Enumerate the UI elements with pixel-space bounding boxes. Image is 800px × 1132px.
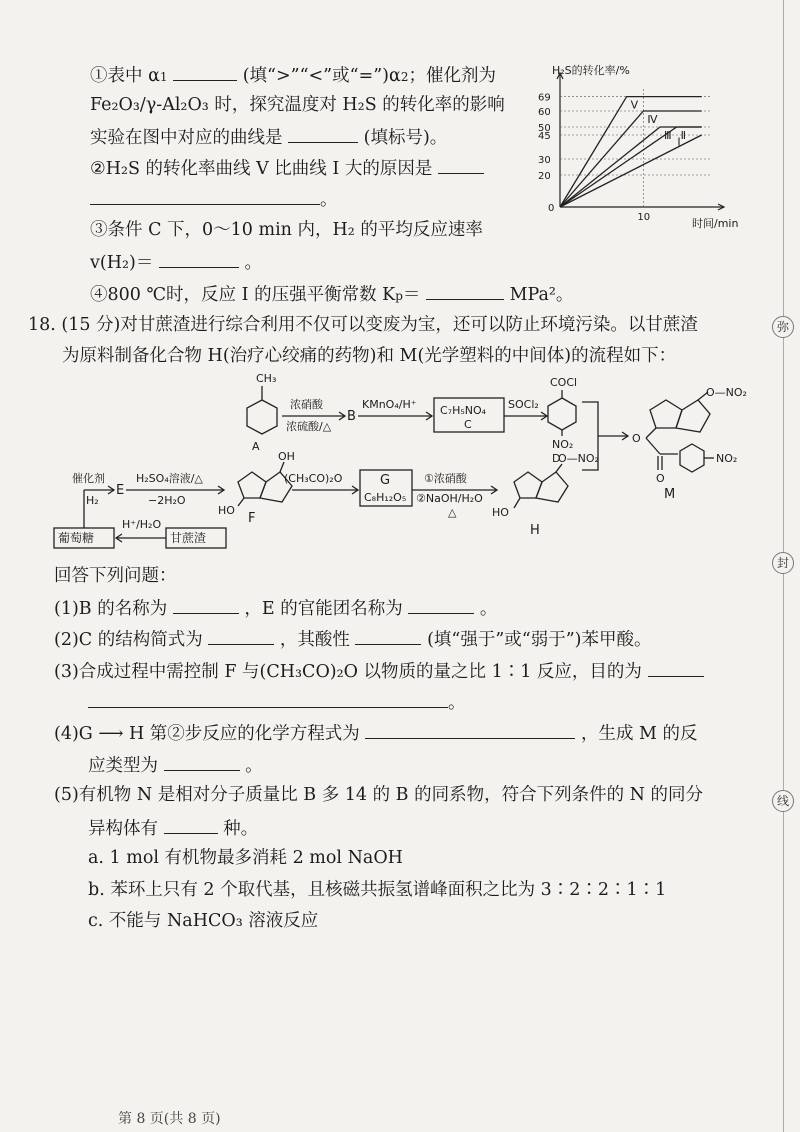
margin-mark-xian: 线 <box>772 790 794 812</box>
m-ester-o: O <box>632 432 641 445</box>
y-axis-label: H₂S的转化率/% <box>552 64 630 77</box>
answer-blank[interactable] <box>159 249 239 268</box>
benzene-ring-d <box>548 398 576 430</box>
y-tick-label: 45 <box>538 131 551 142</box>
q18-part2: (2)C 的结构简式为 ，其酸性 (填“强于”或“弱于”)苯甲酸。 <box>54 626 652 652</box>
origin-label: 0 <box>548 203 555 214</box>
answer-blank[interactable] <box>288 124 358 143</box>
answer-blank[interactable] <box>648 658 704 677</box>
q18-part4-cont: 应类型为 。 <box>88 752 263 778</box>
label-a: A <box>252 440 260 453</box>
m-ono2: O—NO₂ <box>706 386 747 399</box>
answer-intro: 回答下列问题： <box>54 566 177 586</box>
answer-blank[interactable] <box>426 281 504 300</box>
reagent-e-top: H₂SO₄溶液/△ <box>136 472 203 485</box>
reagent-h2: H₂ <box>86 494 99 507</box>
q17-line3: 实验在图中对应的曲线是 (填标号)。 <box>90 124 447 150</box>
d-cocl: COCl <box>550 376 578 389</box>
reagent-hydrolysis: H⁺/H₂O <box>122 518 162 531</box>
reagent-catalyst: 催化剂 <box>72 472 105 485</box>
series-label: Ⅳ <box>647 113 658 126</box>
reagent-e-bottom: −2H₂O <box>148 494 186 507</box>
y-tick-label: 30 <box>538 155 551 166</box>
q18-part5: (5)有机物 N 是相对分子质量比 B 多 14 的 B 的同系物，符合下列条件的 N 的同分 <box>54 785 704 805</box>
answer-blank[interactable] <box>355 626 421 645</box>
label-m: M <box>664 487 676 502</box>
bagasse-label: 甘蔗渣 <box>170 531 207 545</box>
answer-blank[interactable] <box>164 752 240 771</box>
m-benzene <box>680 444 704 472</box>
condition-b: b. 苯环上只有 2 个取代基，且核磁共振氢谱峰面积之比为 3∶2∶2∶1∶1 <box>88 880 667 900</box>
q17-line1: ①表中 α1 (填“>”“<”或“=”)α2；催化剂为 <box>90 62 496 89</box>
q18-intro-2: 为原料制备化合物 H(治疗心绞痛的药物)和 M(光学塑料的中间体)的流程如下： <box>62 346 677 366</box>
f-ho: HO <box>218 504 235 517</box>
reagent-anhydride: (CH₃CO)₂O <box>284 472 343 485</box>
conversion-chart <box>520 62 760 237</box>
label-e: E <box>116 483 125 498</box>
series-label: Ⅲ <box>664 129 672 142</box>
h-ring-2 <box>536 472 568 502</box>
reagent-3-top: SOCl₂ <box>508 398 539 411</box>
y-tick-label: 50 <box>538 123 551 134</box>
series-label: Ⅰ <box>677 135 681 149</box>
reagent-g-3: △ <box>448 506 457 519</box>
q18-intro-1: 18. (15 分)对甘蔗渣进行综合利用不仅可以变废为宝，还可以防止环境污染。以甘蔗渣 <box>28 315 698 335</box>
reagent-1-top: 浓硝酸 <box>290 398 323 411</box>
page-footer: 第 8 页(共 8 页) <box>118 1111 221 1127</box>
label-g: G <box>380 473 391 488</box>
q17-line8: ④800 ℃时，反应 Ⅰ 的压强平衡常数 Kp＝ MPa²。 <box>90 281 573 308</box>
q18-part3: (3)合成过程中需控制 F 与(CH₃CO)₂O 以物质的量之比 1∶1 反应，目的为 <box>54 658 704 684</box>
label-h: H <box>530 523 540 538</box>
q17-line5: 。 <box>90 186 338 212</box>
q18-part1: (1)B 的名称为 ，E 的官能团名称为 。 <box>54 595 497 621</box>
m-ring-2 <box>676 400 710 432</box>
q17-line7: v(H₂)＝ 。 <box>90 249 262 275</box>
condition-c: c. 不能与 NaHCO₃ 溶液反应 <box>88 911 319 931</box>
m-no2: NO₂ <box>716 452 738 465</box>
answer-blank[interactable] <box>365 720 575 739</box>
answer-blank[interactable] <box>173 595 239 614</box>
m-carbonyl-o: O <box>656 472 665 485</box>
series-label: Ⅱ <box>680 129 687 142</box>
y-tick-label: 20 <box>538 171 551 182</box>
answer-blank[interactable] <box>173 62 237 81</box>
q17-line4: ②H₂S 的转化率曲线 V 比曲线 Ⅰ 大的原因是 <box>90 155 484 181</box>
d-no2: NO₂ <box>552 438 574 451</box>
x-axis-label: 时间/min <box>692 217 739 230</box>
margin-mark-feng: 封 <box>772 552 794 574</box>
h-ho: HO <box>492 506 509 519</box>
glucose-label: 葡萄糖 <box>58 531 95 545</box>
answer-blank[interactable] <box>88 689 448 708</box>
y-tick-label: 60 <box>538 107 551 118</box>
h-ono2: O—NO₂ <box>558 452 599 465</box>
reagent-2-top: KMnO₄/H⁺ <box>362 398 417 411</box>
label-b: B <box>347 409 356 424</box>
label-c: C <box>464 418 472 431</box>
q18-part3-cont: 。 <box>88 689 466 715</box>
label-d: D <box>552 452 561 465</box>
margin-mark-mi: 弥 <box>772 316 794 338</box>
q18-part5-cont: 异构体有 种。 <box>88 815 258 841</box>
reagent-g-2: ②NaOH/H₂O <box>416 492 483 505</box>
synthesis-scheme <box>52 370 772 555</box>
q18-part4: (4)G ⟶ H 第②步反应的化学方程式为 ，生成 M 的反 <box>54 720 698 746</box>
answer-blank[interactable] <box>164 815 218 834</box>
answer-blank[interactable] <box>438 155 484 174</box>
q17-line6: ③条件 C 下，0～10 min 内，H₂ 的平均反应速率 <box>90 220 483 240</box>
condition-a: a. 1 mol 有机物最多消耗 2 mol NaOH <box>88 848 403 868</box>
f-oh: OH <box>278 450 295 463</box>
answer-blank[interactable] <box>90 186 320 205</box>
a-substituent: CH₃ <box>256 372 277 385</box>
answer-blank[interactable] <box>408 595 474 614</box>
label-f: F <box>248 511 256 526</box>
y-tick-label: 69 <box>538 92 551 104</box>
c-formula: C₇H₅NO₄ <box>440 404 487 417</box>
reagent-g-1: ①浓硝酸 <box>424 472 467 485</box>
answer-blank[interactable] <box>208 626 274 645</box>
g-formula: C₈H₁₂O₅ <box>364 491 407 504</box>
series-label: Ⅴ <box>630 98 639 112</box>
benzene-ring-a <box>247 400 277 434</box>
x-tick-label: 10 <box>637 212 651 223</box>
reagent-1-bottom: 浓硫酸/△ <box>286 420 332 433</box>
q17-line2: Fe₂O₃/γ-Al₂O₃ 时，探究温度对 H₂S 的转化率的影响 <box>90 95 505 115</box>
